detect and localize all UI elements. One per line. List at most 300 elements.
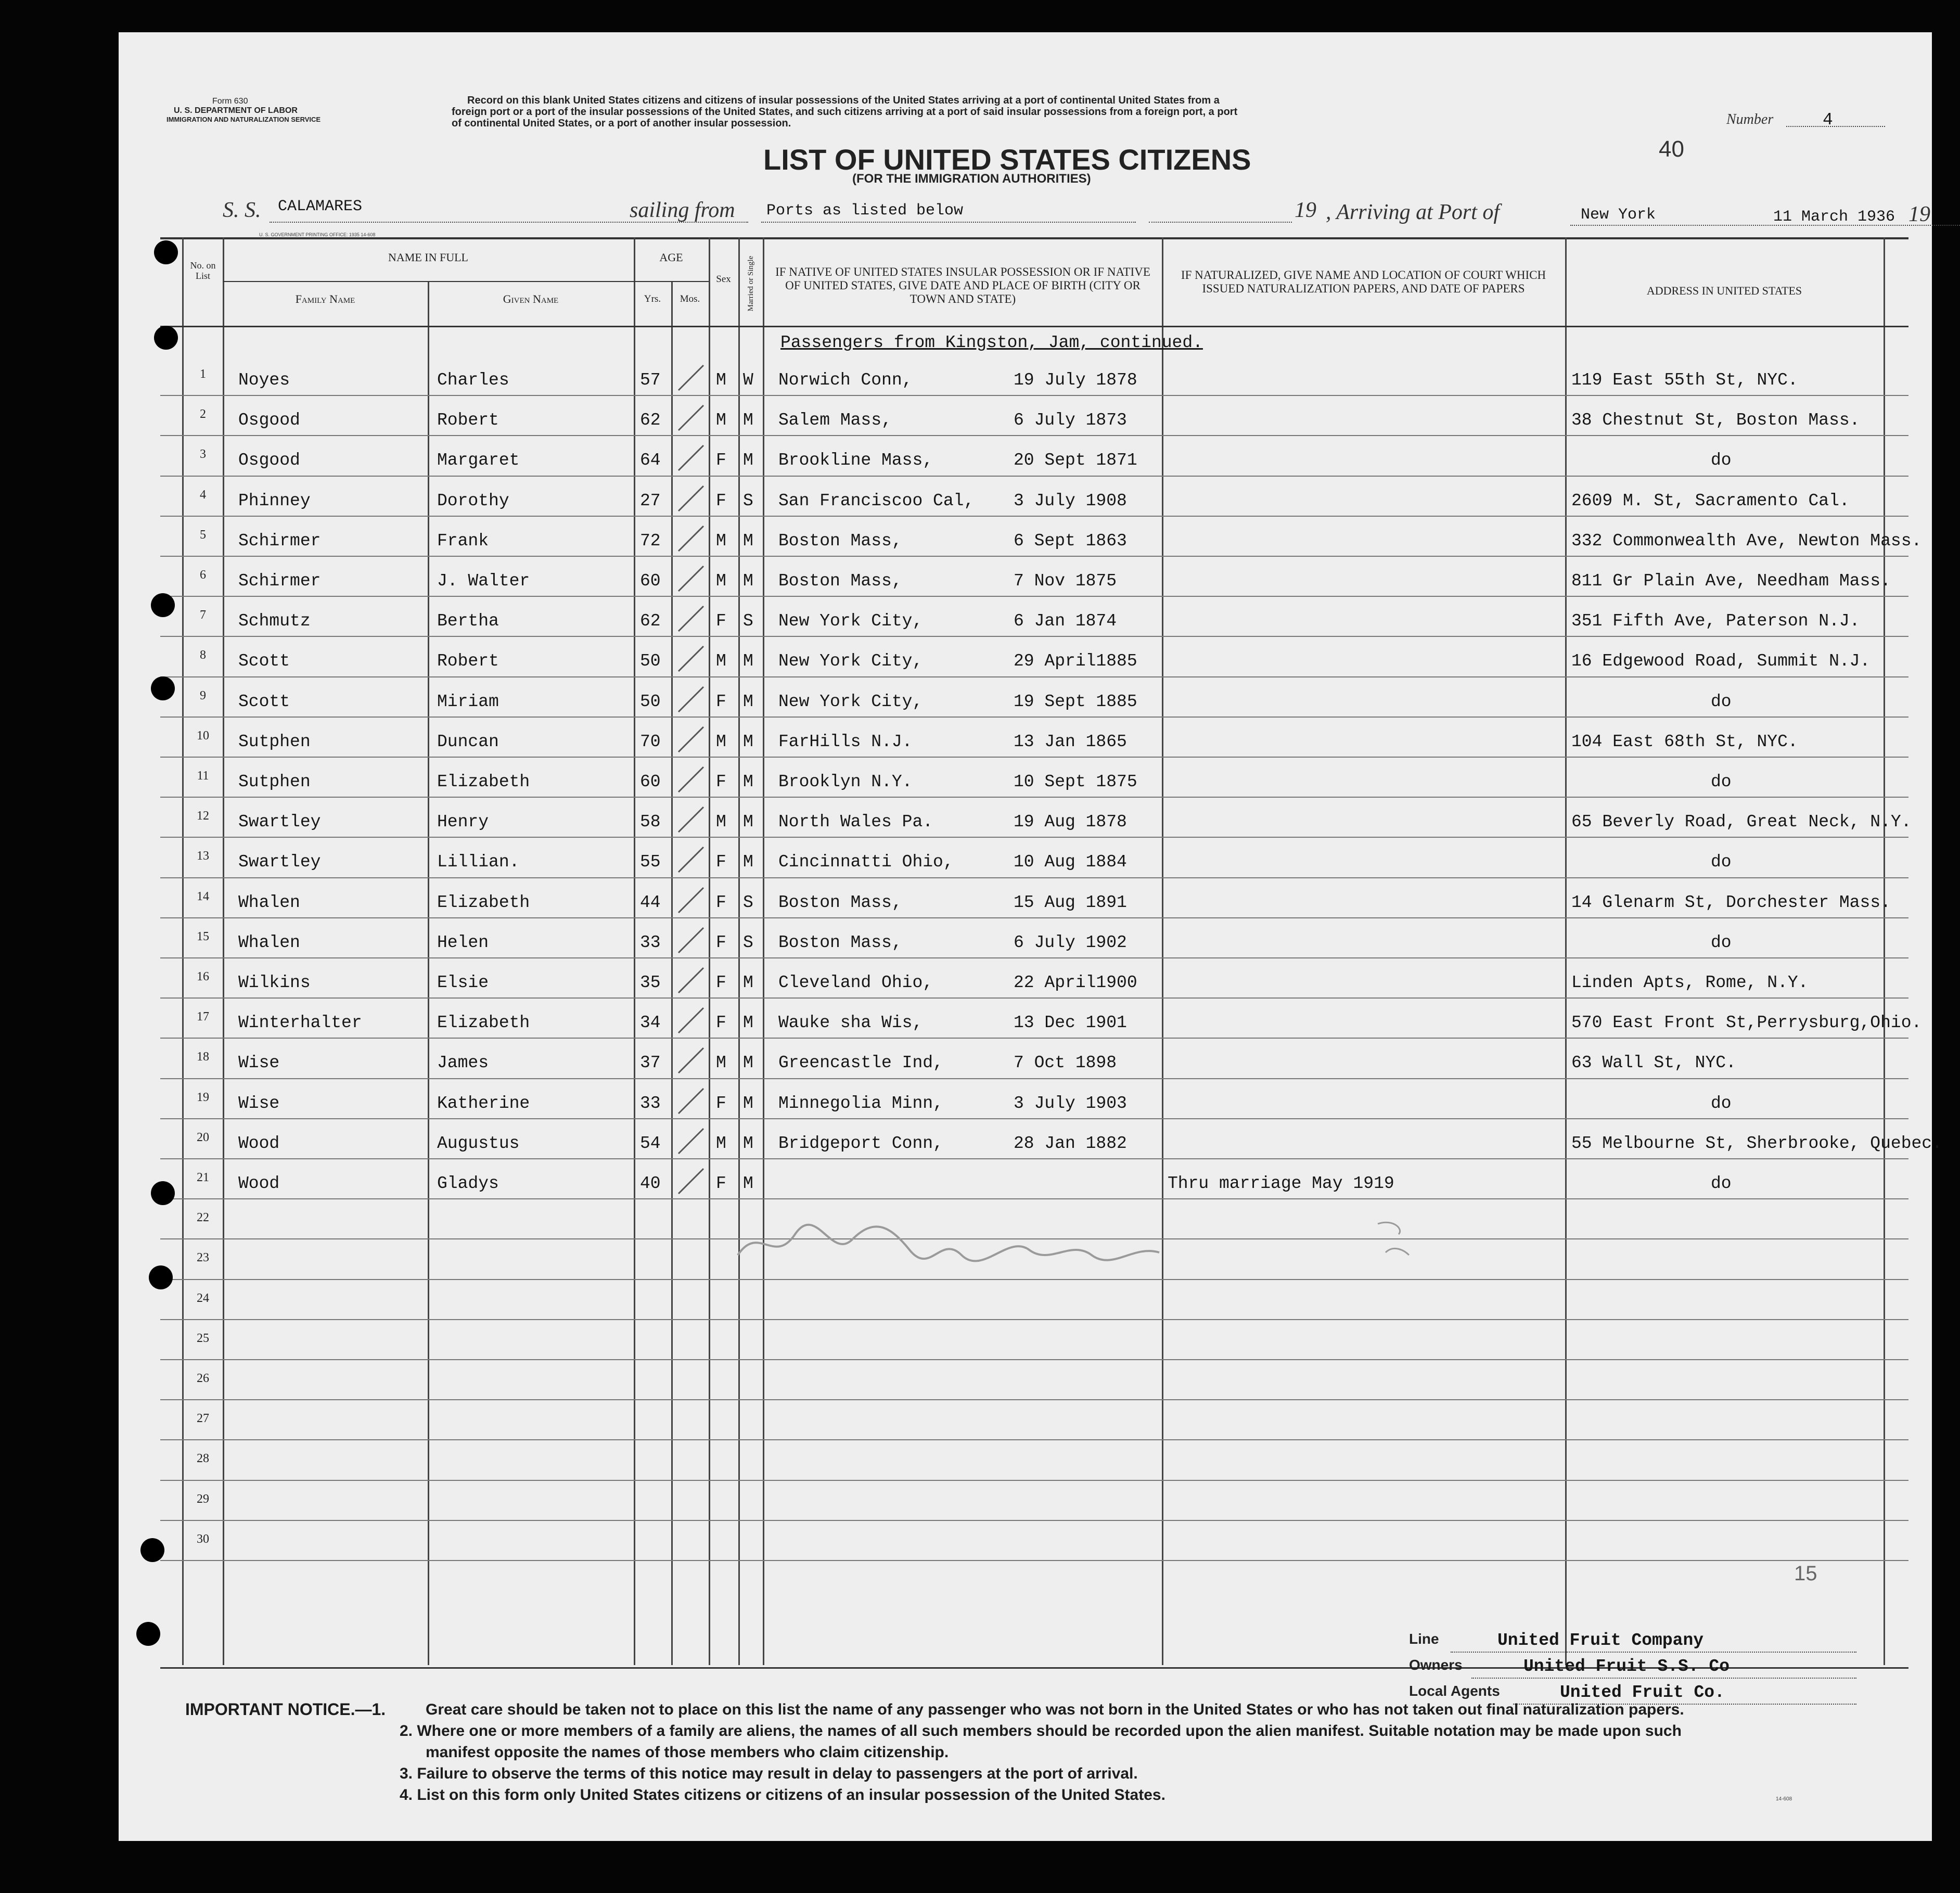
notice-heading: IMPORTANT NOTICE.—1. bbox=[185, 1700, 386, 1719]
punch-hole bbox=[140, 1538, 164, 1562]
tick-mark bbox=[675, 1005, 707, 1036]
owners-underline bbox=[1471, 1678, 1856, 1679]
row-number: 9 bbox=[200, 688, 206, 702]
row-number: 8 bbox=[200, 648, 206, 662]
number-value: 4 bbox=[1823, 110, 1833, 130]
punch-hole bbox=[151, 676, 175, 700]
printing-office: U. S. GOVERNMENT PRINTING OFFICE: 1935 14-608 bbox=[259, 232, 376, 237]
marital-status: M bbox=[743, 571, 753, 591]
manifest-sheet bbox=[119, 32, 1942, 1841]
marital-status: M bbox=[743, 772, 753, 791]
sex: M bbox=[716, 571, 726, 591]
birth-place: North Wales Pa. bbox=[778, 812, 933, 832]
sex: F bbox=[716, 932, 726, 952]
tick-mark bbox=[675, 925, 707, 956]
page-stamp: 40 bbox=[1659, 136, 1684, 162]
family-name: Swartley bbox=[238, 852, 321, 872]
age-years: 50 bbox=[640, 651, 661, 671]
marital-status: M bbox=[743, 1053, 753, 1073]
given-name: Dorothy bbox=[437, 491, 509, 510]
punch-hole bbox=[151, 1181, 175, 1205]
address: 55 Melbourne St, Sherbrooke, Quebec. bbox=[1571, 1133, 1942, 1153]
row-rule bbox=[160, 556, 1908, 557]
address: do bbox=[1711, 852, 1732, 872]
given-name: Gladys bbox=[437, 1174, 499, 1193]
given-name: Elsie bbox=[437, 973, 489, 992]
birth-date: 6 Jan 1874 bbox=[1014, 611, 1117, 631]
age-years: 64 bbox=[640, 451, 661, 470]
age-years: 40 bbox=[640, 1174, 661, 1193]
row-number: 24 bbox=[197, 1291, 209, 1305]
row-rule bbox=[160, 516, 1908, 517]
agents-value: United Fruit Co. bbox=[1560, 1683, 1725, 1702]
birth-date: 19 Aug 1878 bbox=[1014, 812, 1127, 832]
family-name: Whalen bbox=[238, 892, 300, 912]
given-name: Lillian. bbox=[437, 852, 520, 872]
birth-date: 3 July 1908 bbox=[1014, 491, 1127, 510]
address: 332 Commonwealth Ave, Newton Mass. bbox=[1571, 531, 1922, 551]
row-rule bbox=[160, 1198, 1908, 1199]
header-married-single: Married or Single bbox=[747, 255, 755, 312]
birth-date: 7 Nov 1875 bbox=[1014, 571, 1117, 591]
given-name: Charles bbox=[437, 370, 509, 390]
age-years: 54 bbox=[640, 1133, 661, 1153]
marital-status: S bbox=[743, 611, 753, 631]
age-years: 70 bbox=[640, 732, 661, 751]
header-bottom-rule bbox=[160, 326, 1908, 327]
birth-place: New York City, bbox=[778, 692, 923, 711]
row-number: 17 bbox=[197, 1010, 209, 1024]
given-name: Bertha bbox=[437, 611, 499, 631]
sex: F bbox=[716, 973, 726, 992]
given-name: Duncan bbox=[437, 732, 499, 751]
birth-place: New York City, bbox=[778, 611, 923, 631]
tick-mark bbox=[675, 523, 707, 554]
row-rule bbox=[160, 1319, 1908, 1320]
notice-item-3: 3. Failure to observe the terms of this notice may result in delay to passengers at the port of arrival. bbox=[400, 1765, 1138, 1782]
tick-mark bbox=[675, 362, 707, 393]
sex: F bbox=[716, 1174, 726, 1193]
row-rule bbox=[160, 1520, 1908, 1521]
header-given-name: Given Name bbox=[503, 292, 559, 305]
birth-place: Norwich Conn, bbox=[778, 370, 913, 390]
tick-mark bbox=[675, 603, 707, 634]
arrival-date: 11 March 1936 bbox=[1773, 208, 1895, 226]
header-sex: Sex bbox=[716, 274, 731, 285]
given-name: Robert bbox=[437, 411, 499, 430]
marital-status: M bbox=[743, 531, 753, 551]
row-number: 20 bbox=[197, 1130, 209, 1144]
family-name: Sutphen bbox=[238, 772, 311, 791]
tick-mark bbox=[675, 442, 707, 474]
marital-status: S bbox=[743, 892, 753, 912]
service-label: IMMIGRATION AND NATURALIZATION SERVICE bbox=[166, 116, 321, 123]
birth-place: San Franciscoo Cal, bbox=[778, 491, 975, 510]
family-name: Wilkins bbox=[238, 973, 311, 992]
arrival-port: New York bbox=[1581, 206, 1656, 224]
marital-status: S bbox=[743, 491, 753, 510]
bottom-stamp: 15 bbox=[1794, 1562, 1817, 1585]
age-years: 72 bbox=[640, 531, 661, 551]
tick-mark bbox=[675, 965, 707, 996]
col-rule bbox=[738, 237, 740, 1665]
address: 351 Fifth Ave, Paterson N.J. bbox=[1571, 611, 1860, 631]
sex: F bbox=[716, 692, 726, 711]
age-years: 35 bbox=[640, 973, 661, 992]
col-rule bbox=[1884, 237, 1885, 1665]
birth-date: 19 July 1878 bbox=[1014, 370, 1137, 390]
tick-mark bbox=[675, 1085, 707, 1117]
sex: F bbox=[716, 772, 726, 791]
row-number: 29 bbox=[197, 1492, 209, 1506]
line-underline bbox=[1451, 1652, 1856, 1653]
header-naturalized: IF NATURALIZED, GIVE NAME AND LOCATION OF COURT WHICH ISSUED NATURALIZATION PAPERS, AND DATE OF PAPERS bbox=[1181, 268, 1546, 295]
header-no-on-list: No. on List bbox=[190, 260, 216, 281]
line-label: Line bbox=[1409, 1631, 1439, 1647]
address: 38 Chestnut St, Boston Mass. bbox=[1571, 411, 1860, 430]
given-name: Elizabeth bbox=[437, 892, 530, 912]
birth-date: 28 Jan 1882 bbox=[1014, 1133, 1127, 1153]
address: do bbox=[1711, 772, 1732, 791]
family-name: Swartley bbox=[238, 812, 321, 832]
age-years: 60 bbox=[640, 571, 661, 591]
row-rule bbox=[160, 1399, 1908, 1400]
row-number: 14 bbox=[197, 889, 209, 903]
marital-status: M bbox=[743, 852, 753, 872]
row-number: 18 bbox=[197, 1050, 209, 1064]
col-rule bbox=[634, 237, 635, 1665]
owners-label: Owners bbox=[1409, 1657, 1463, 1673]
ship-name: CALAMARES bbox=[278, 198, 363, 215]
number-underline bbox=[1786, 126, 1885, 127]
address: do bbox=[1711, 932, 1732, 952]
family-name: Winterhalter bbox=[238, 1013, 362, 1033]
marital-status: M bbox=[743, 1174, 753, 1193]
address: 104 East 68th St, NYC. bbox=[1571, 732, 1798, 751]
row-number: 15 bbox=[197, 929, 209, 943]
col-rule bbox=[428, 282, 429, 1665]
marital-status: M bbox=[743, 973, 753, 992]
sex: M bbox=[716, 531, 726, 551]
family-name: Wise bbox=[238, 1053, 280, 1073]
sex: M bbox=[716, 812, 726, 832]
row-rule bbox=[160, 1118, 1908, 1119]
sex: F bbox=[716, 1013, 726, 1033]
birth-place: Boston Mass, bbox=[778, 892, 902, 912]
age-years: 33 bbox=[640, 932, 661, 952]
tick-mark bbox=[675, 1045, 707, 1076]
address: 65 Beverly Road, Great Neck, N.Y. bbox=[1571, 812, 1912, 832]
department-label: U. S. DEPARTMENT OF LABOR bbox=[174, 106, 298, 115]
given-name: Elizabeth bbox=[437, 1013, 530, 1033]
birth-place: Brooklyn N.Y. bbox=[778, 772, 913, 791]
family-name: Schirmer bbox=[238, 531, 321, 551]
tick-mark bbox=[675, 844, 707, 875]
birth-date: 7 Oct 1898 bbox=[1014, 1053, 1117, 1073]
tick-mark bbox=[675, 804, 707, 835]
address: do bbox=[1711, 1174, 1732, 1193]
given-name: Augustus bbox=[437, 1133, 520, 1153]
birth-date: 3 July 1903 bbox=[1014, 1093, 1127, 1113]
birth-date: 10 Aug 1884 bbox=[1014, 852, 1127, 872]
header-subrule bbox=[223, 281, 709, 282]
sex: M bbox=[716, 1133, 726, 1153]
given-name: James bbox=[437, 1053, 489, 1073]
birth-place: Brookline Mass, bbox=[778, 451, 933, 470]
row-rule bbox=[160, 636, 1908, 637]
age-years: 62 bbox=[640, 611, 661, 631]
birth-date: 22 April1900 bbox=[1014, 973, 1137, 992]
tick-mark bbox=[675, 1125, 707, 1157]
row-number: 28 bbox=[197, 1452, 209, 1466]
family-name: Wise bbox=[238, 1093, 280, 1113]
address: 63 Wall St, NYC. bbox=[1571, 1053, 1736, 1073]
birth-place: Cincinnatti Ohio, bbox=[778, 852, 954, 872]
header-family-name: Family Name bbox=[295, 292, 355, 305]
agents-label: Local Agents bbox=[1409, 1683, 1500, 1699]
family-name: Wood bbox=[238, 1133, 280, 1153]
row-rule bbox=[160, 395, 1908, 396]
col-rule bbox=[763, 237, 764, 1665]
family-name: Scott bbox=[238, 651, 290, 671]
ss-label: S. S. bbox=[223, 198, 261, 222]
age-years: 55 bbox=[640, 852, 661, 872]
row-rule bbox=[160, 1078, 1908, 1079]
tick-mark bbox=[675, 885, 707, 916]
col-rule bbox=[709, 237, 710, 1665]
address: do bbox=[1711, 451, 1732, 470]
row-rule bbox=[160, 757, 1908, 758]
birth-place: Cleveland Ohio, bbox=[778, 973, 933, 992]
address: 2609 M. St, Sacramento Cal. bbox=[1571, 491, 1850, 510]
family-name: Wood bbox=[238, 1174, 280, 1193]
row-number: 11 bbox=[197, 769, 209, 783]
row-number: 4 bbox=[200, 488, 206, 502]
family-name: Osgood bbox=[238, 451, 300, 470]
row-rule bbox=[160, 435, 1908, 436]
page-title: LIST OF UNITED STATES CITIZENS bbox=[763, 143, 1251, 176]
punch-hole bbox=[136, 1622, 160, 1646]
marital-status: W bbox=[743, 370, 753, 390]
row-number: 22 bbox=[197, 1211, 209, 1225]
marital-status: M bbox=[743, 692, 753, 711]
row-rule bbox=[160, 957, 1908, 958]
address: 16 Edgewood Road, Summit N.J. bbox=[1571, 651, 1871, 671]
arrival-year-suffix: 19 bbox=[1908, 202, 1930, 226]
family-name: Phinney bbox=[238, 491, 311, 510]
tick-mark bbox=[675, 402, 707, 433]
marital-status: M bbox=[743, 732, 753, 751]
age-years: 37 bbox=[640, 1053, 661, 1073]
sailing-underline bbox=[761, 222, 1136, 223]
given-name: Robert bbox=[437, 651, 499, 671]
family-name: Osgood bbox=[238, 411, 300, 430]
sailing-label: sailing from bbox=[630, 198, 735, 222]
marital-status: M bbox=[743, 651, 753, 671]
col-rule bbox=[182, 237, 184, 1665]
naturalization-info: Thru marriage May 1919 bbox=[1168, 1174, 1394, 1193]
age-years: 57 bbox=[640, 370, 661, 390]
owners-value: United Fruit S.S. Co bbox=[1523, 1657, 1730, 1676]
row-number: 21 bbox=[197, 1171, 209, 1184]
birth-place: Boston Mass, bbox=[778, 932, 902, 952]
family-name: Schmutz bbox=[238, 611, 311, 631]
record-instruction-2: foreign port or a port of the insular possessions of the United States, and such citizens arriving at a port of said insular possessions from a foreign port, a port bbox=[452, 106, 1238, 118]
family-name: Noyes bbox=[238, 370, 290, 390]
row-rule bbox=[160, 1158, 1908, 1159]
sex: M bbox=[716, 651, 726, 671]
form-number: Form 630 bbox=[212, 97, 248, 106]
row-number: 6 bbox=[200, 568, 206, 582]
birth-date: 6 July 1902 bbox=[1014, 932, 1127, 952]
birth-date: 6 July 1873 bbox=[1014, 411, 1127, 430]
given-name: Henry bbox=[437, 812, 489, 832]
row-rule bbox=[160, 1038, 1908, 1039]
marital-status: M bbox=[743, 812, 753, 832]
birth-place: New York City, bbox=[778, 651, 923, 671]
marital-status: M bbox=[743, 411, 753, 430]
family-name: Schirmer bbox=[238, 571, 321, 591]
marital-status: M bbox=[743, 1093, 753, 1113]
given-name: Katherine bbox=[437, 1093, 530, 1113]
handwritten-signature bbox=[717, 1203, 1471, 1286]
tick-mark bbox=[675, 563, 707, 594]
row-number: 10 bbox=[197, 728, 209, 743]
record-instruction-3: of continental United States, or a port of another insular possession. bbox=[452, 118, 791, 129]
arrival-underline bbox=[1570, 225, 1960, 226]
address: 570 East Front St,Perrysburg,Ohio. bbox=[1571, 1013, 1922, 1033]
birth-date: 6 Sept 1863 bbox=[1014, 531, 1127, 551]
age-years: 50 bbox=[640, 692, 661, 711]
sex: M bbox=[716, 370, 726, 390]
col-rule bbox=[671, 282, 673, 1665]
row-number: 5 bbox=[200, 528, 206, 542]
punch-hole bbox=[154, 240, 178, 264]
row-rule bbox=[160, 837, 1908, 838]
header-mos: Mos. bbox=[680, 293, 700, 304]
birth-date: 29 April1885 bbox=[1014, 651, 1137, 671]
birth-place: Bridgeport Conn, bbox=[778, 1133, 943, 1153]
address: 14 Glenarm St, Dorchester Mass. bbox=[1571, 892, 1891, 912]
col-rule bbox=[1162, 237, 1163, 1665]
address: 119 East 55th St, NYC. bbox=[1571, 370, 1798, 390]
sex: F bbox=[716, 1093, 726, 1113]
row-number: 30 bbox=[197, 1532, 209, 1546]
marital-status: S bbox=[743, 932, 753, 952]
family-name: Sutphen bbox=[238, 732, 311, 751]
tick-mark bbox=[675, 764, 707, 795]
address: do bbox=[1711, 1093, 1732, 1113]
notice-item-2a: 2. Where one or more members of a family are aliens, the names of all such members should be recorded upon the alien manifest. Suitable notation may be made upon such bbox=[400, 1722, 1682, 1739]
row-number: 7 bbox=[200, 608, 206, 622]
given-name: Elizabeth bbox=[437, 772, 530, 791]
notice-item-2b: manifest opposite the names of those members who claim citizenship. bbox=[426, 1744, 949, 1761]
row-rule bbox=[160, 596, 1908, 597]
col-rule bbox=[1565, 237, 1567, 1665]
row-number: 12 bbox=[197, 809, 209, 823]
row-rule bbox=[160, 676, 1908, 677]
row-number: 3 bbox=[200, 447, 206, 462]
header-yrs: Yrs. bbox=[644, 293, 661, 304]
tick-mark bbox=[675, 684, 707, 715]
tick-mark bbox=[675, 483, 707, 514]
notice-item-1: Great care should be taken not to place on this list the name of any passenger who was not born in the United States or who has not taken out final naturalization papers. bbox=[426, 1701, 1684, 1718]
age-years: 60 bbox=[640, 772, 661, 791]
birth-date: 13 Dec 1901 bbox=[1014, 1013, 1127, 1033]
given-name: J. Walter bbox=[437, 571, 530, 591]
row-rule bbox=[160, 797, 1908, 798]
tick-mark bbox=[675, 724, 707, 755]
row-number: 27 bbox=[197, 1412, 209, 1426]
birth-date: 20 Sept 1871 bbox=[1014, 451, 1137, 470]
marital-status: M bbox=[743, 451, 753, 470]
page-subtitle: (FOR THE IMMIGRATION AUTHORITIES) bbox=[852, 172, 1091, 186]
record-instruction-1: Record on this blank United States citizens and citizens of insular possessions of the United States arriving at a port of continental United States from a bbox=[467, 95, 1220, 106]
notice-item-4: 4. List on this form only United States citizens or citizens of an insular possession of the United States. bbox=[400, 1786, 1165, 1804]
row-number: 25 bbox=[197, 1331, 209, 1345]
sex: F bbox=[716, 451, 726, 470]
sailing-from: Ports as listed below bbox=[766, 202, 964, 220]
punch-hole bbox=[151, 593, 175, 617]
birth-place: Minnegolia Minn, bbox=[778, 1093, 943, 1113]
sex: F bbox=[716, 892, 726, 912]
sex: M bbox=[716, 732, 726, 751]
sex: F bbox=[716, 852, 726, 872]
given-name: Frank bbox=[437, 531, 489, 551]
sex: F bbox=[716, 491, 726, 510]
birth-date: 15 Aug 1891 bbox=[1014, 892, 1127, 912]
punch-hole bbox=[149, 1265, 173, 1289]
row-rule bbox=[160, 1480, 1908, 1481]
birth-place: Greencastle Ind, bbox=[778, 1053, 943, 1073]
age-years: 34 bbox=[640, 1013, 661, 1033]
birth-place: Salem Mass, bbox=[778, 411, 892, 430]
family-name: Scott bbox=[238, 692, 290, 711]
line-value: United Fruit Company bbox=[1497, 1631, 1704, 1650]
sex: M bbox=[716, 411, 726, 430]
arriving-label: , Arriving at Port of bbox=[1326, 200, 1500, 224]
sex: F bbox=[716, 611, 726, 631]
birth-place: Boston Mass, bbox=[778, 571, 902, 591]
row-number: 1 bbox=[200, 367, 206, 381]
row-rule bbox=[160, 1439, 1908, 1440]
number-label: Number bbox=[1726, 111, 1774, 127]
row-number: 13 bbox=[197, 849, 209, 863]
row-number: 26 bbox=[197, 1372, 209, 1385]
header-address: ADDRESS IN UNITED STATES bbox=[1646, 284, 1802, 297]
row-rule bbox=[160, 717, 1908, 718]
sex: M bbox=[716, 1053, 726, 1073]
age-years: 58 bbox=[640, 812, 661, 832]
punch-hole bbox=[154, 326, 178, 350]
birth-place: Wauke sha Wis, bbox=[778, 1013, 923, 1033]
address: 811 Gr Plain Ave, Needham Mass. bbox=[1571, 571, 1891, 591]
footer-code: 14-608 bbox=[1776, 1796, 1792, 1802]
age-years: 33 bbox=[640, 1093, 661, 1113]
row-rule bbox=[160, 1560, 1908, 1561]
row-rule bbox=[160, 476, 1908, 477]
marital-status: M bbox=[743, 1133, 753, 1153]
row-rule bbox=[160, 877, 1908, 878]
age-years: 44 bbox=[640, 892, 661, 912]
birth-date: 13 Jan 1865 bbox=[1014, 732, 1127, 751]
header-name-in-full: NAME IN FULL bbox=[388, 251, 468, 264]
given-name: Margaret bbox=[437, 451, 520, 470]
birth-date: 10 Sept 1875 bbox=[1014, 772, 1137, 791]
tick-mark bbox=[675, 1166, 707, 1197]
birth-date: 19 Sept 1885 bbox=[1014, 692, 1137, 711]
age-years: 62 bbox=[640, 411, 661, 430]
